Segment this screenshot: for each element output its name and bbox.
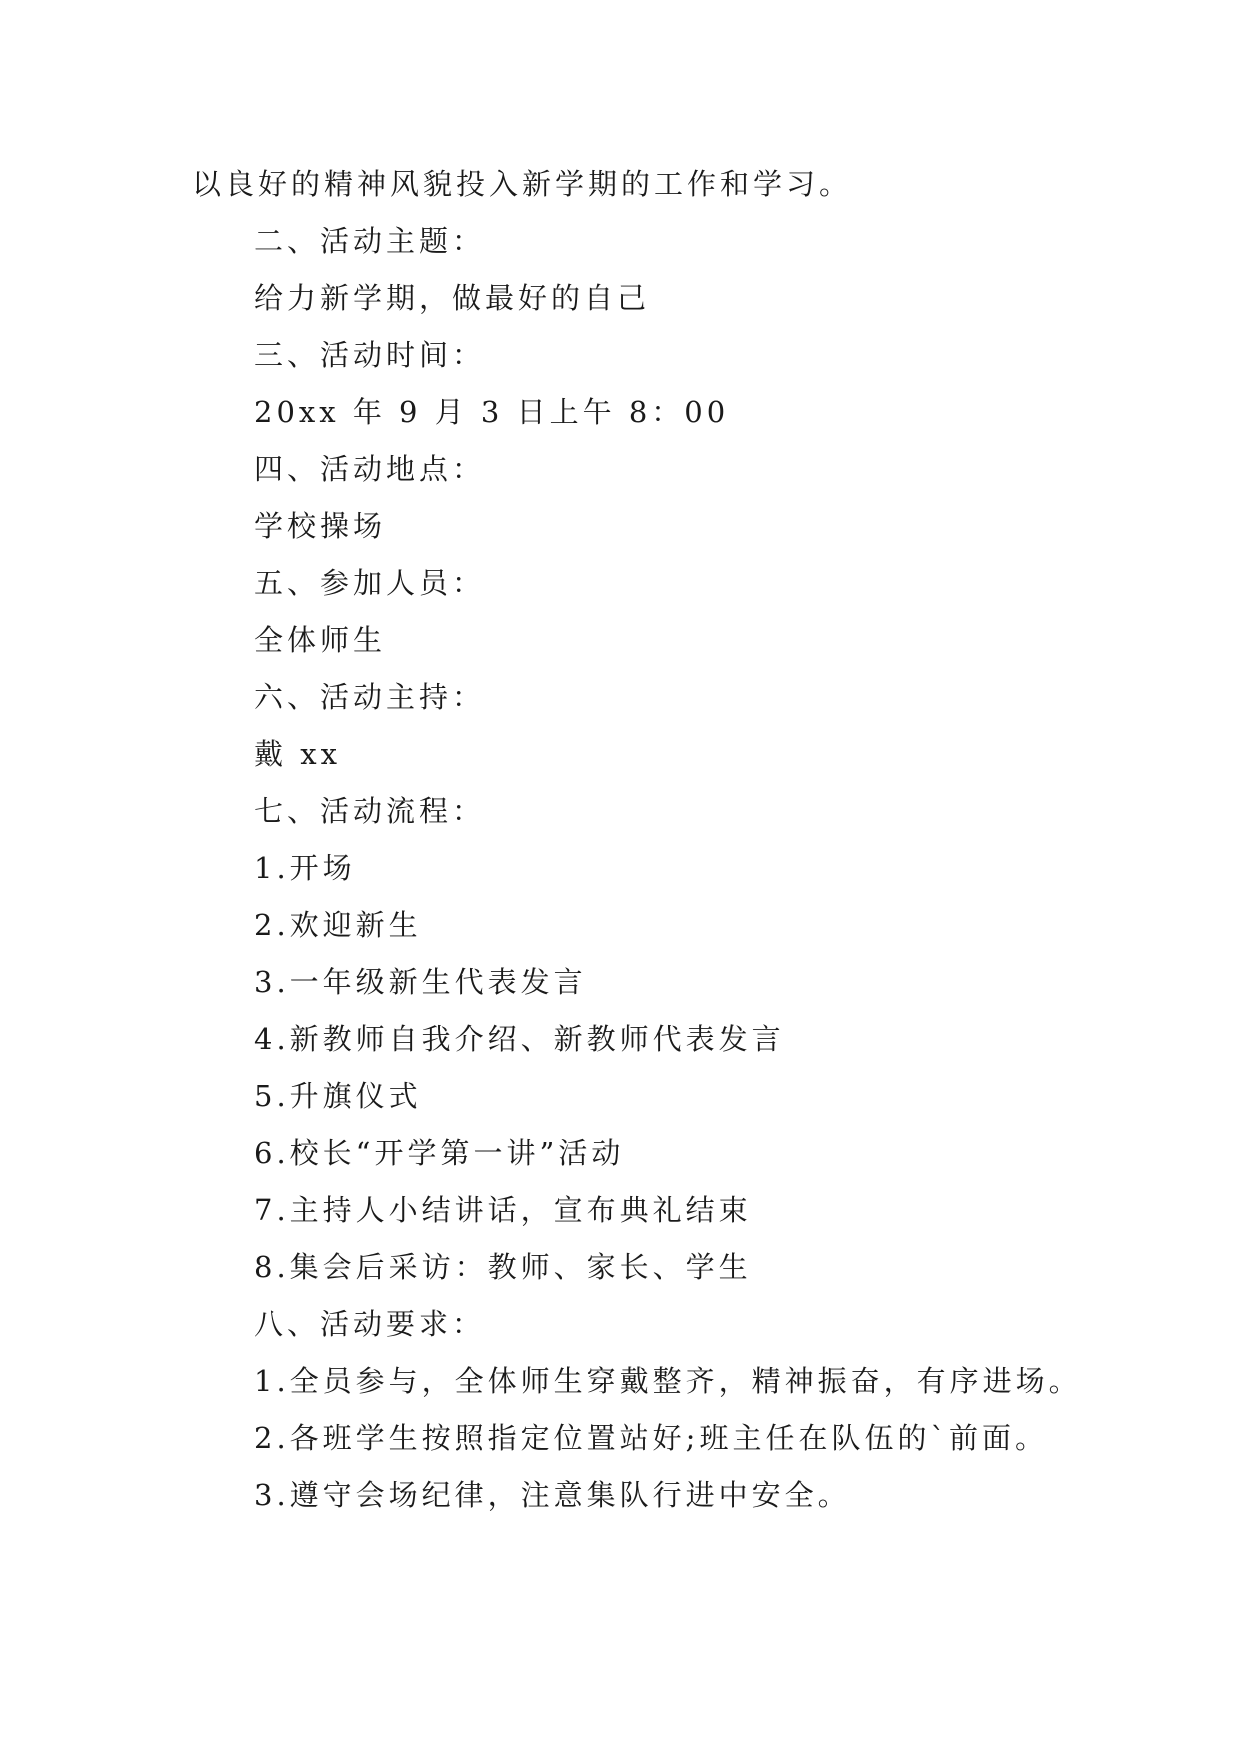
participants-text: 全体师生 — [254, 623, 387, 657]
process-item: 3.一年级新生代表发言 — [254, 965, 587, 999]
section-heading-location: 四、活动地点： — [254, 452, 486, 486]
process-item: 2.欢迎新生 — [254, 908, 422, 942]
requirement-item: 3.遵守会场纪律，注意集队行进中安全。 — [254, 1478, 851, 1512]
section-heading-requirements: 八、活动要求： — [254, 1307, 486, 1341]
process-item: 8.集会后采访：教师、家长、学生 — [254, 1250, 752, 1284]
process-item: 1.开场 — [254, 851, 356, 885]
process-item: 4.新教师自我介绍、新教师代表发言 — [254, 1022, 785, 1056]
location-text: 学校操场 — [254, 509, 387, 543]
paragraph-continuation: 以良好的精神风貌投入新学期的工作和学习。 — [192, 167, 853, 201]
section-heading-theme: 二、活动主题： — [254, 224, 486, 258]
section-heading-host: 六、活动主持： — [254, 680, 486, 714]
section-heading-participants: 五、参加人员： — [254, 566, 486, 600]
host-text: 戴 xx — [254, 737, 341, 771]
process-item: 5.升旗仪式 — [254, 1079, 422, 1113]
requirement-item: 1.全员参与，全体师生穿戴整齐，精神振奋，有序进场。 — [254, 1364, 1082, 1398]
section-heading-time: 三、活动时间： — [254, 338, 486, 372]
requirement-item: 2.各班学生按照指定位置站好;班主任在队伍的`前面。 — [254, 1421, 1048, 1455]
theme-text: 给力新学期，做最好的自己 — [254, 281, 651, 315]
process-item: 7.主持人小结讲话，宣布典礼结束 — [254, 1193, 752, 1227]
section-heading-process: 七、活动流程： — [254, 794, 486, 828]
process-item: 6.校长“开学第一讲”活动 — [254, 1136, 625, 1170]
time-text: 20xx 年 9 月 3 日上午 8：00 — [254, 395, 730, 429]
